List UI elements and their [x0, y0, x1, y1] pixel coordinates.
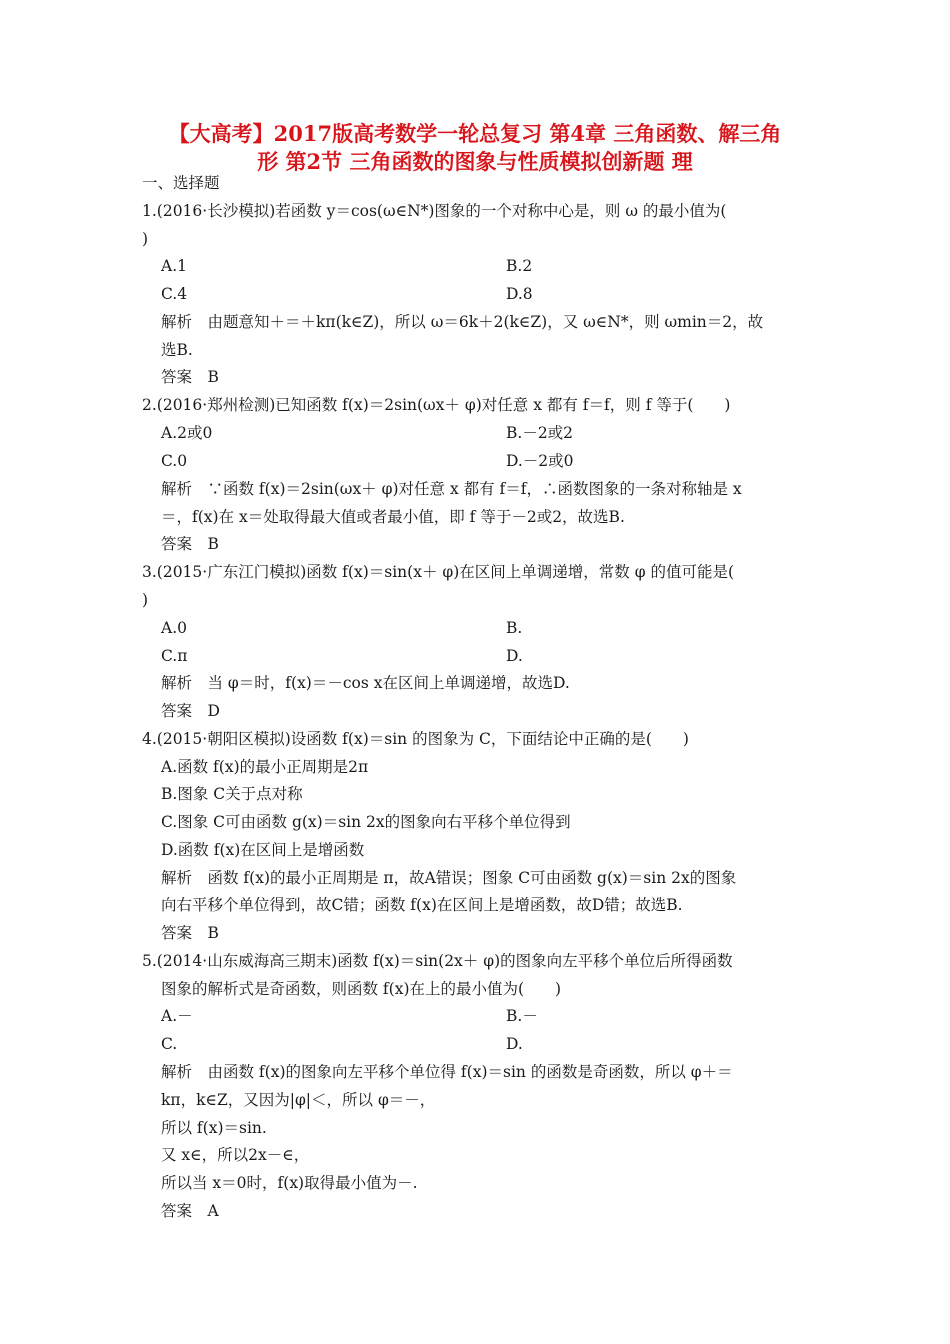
q4-option-c: C.图象 C可由函数 g(x)＝sin 2x的图象向右平移个单位得到 — [161, 813, 571, 831]
q4-stem-line-1: 4.(2015·朝阳区模拟)设函数 f(x)＝sin 的图象为 C，下面结论中正确的是( ) — [142, 730, 689, 748]
q2-analysis-line-1: 解析 ∵函数 f(x)＝2sin(ωx＋ φ)对任意 x 都有 f＝f，∴函数图象的一条对称轴是 x — [161, 480, 742, 498]
q5-option-a: A.－ — [161, 1007, 193, 1025]
q5-analysis-line-2: kπ，k∈Z，又因为|φ|＜，所以 φ＝－， — [161, 1091, 436, 1109]
q2-option-c: C.0 — [161, 452, 188, 470]
q5-analysis-line-3: 所以 f(x)＝sin. — [161, 1119, 267, 1137]
q4-option-b: B.图象 C关于点对称 — [161, 785, 303, 803]
q1-option-b: B.2 — [506, 257, 533, 275]
q5-stem-line-1: 5.(2014·山东威海高三期末)函数 f(x)＝sin(2x＋ φ)的图象向左平移个单位后所得函数 — [142, 952, 733, 970]
q5-option-b: B.－ — [506, 1007, 538, 1025]
q1-stem-line-2: ) — [142, 230, 149, 248]
q4-analysis-line-1: 解析 函数 f(x)的最小正周期是 π，故A错误；图象 C可由函数 g(x)＝sin 2x的图象 — [161, 869, 737, 887]
q1-option-d: D.8 — [506, 285, 533, 303]
q5-analysis-line-4: 又 x∈，所以2x－∈， — [161, 1146, 310, 1164]
q4-answer: 答案 B — [161, 924, 219, 942]
q5-analysis-line-5: 所以当 x＝0时，f(x)取得最小值为－. — [161, 1174, 418, 1192]
q3-option-a: A.0 — [161, 619, 187, 637]
document-title-line-1: 【大高考】2017版高考数学一轮总复习 第4章 三角函数、解三角 — [168, 121, 782, 146]
q4-option-d: D.函数 f(x)在区间上是增函数 — [161, 841, 365, 859]
q3-option-b: B. — [506, 619, 523, 637]
q3-stem-line-2: ) — [142, 591, 149, 609]
q5-answer: 答案 A — [161, 1202, 219, 1220]
q2-option-a: A.2或0 — [161, 424, 213, 442]
q1-stem-line-1: 1.(2016·长沙模拟)若函数 y＝cos(ω∈N*)图象的一个对称中心是，则 ω 的最小值为( — [142, 202, 727, 220]
q5-option-c: C. — [161, 1035, 178, 1053]
q3-option-c: C.π — [161, 647, 188, 665]
q5-stem-line-2: 图象的解析式是奇函数，则函数 f(x)在上的最小值为( ) — [161, 980, 562, 998]
q2-stem-line-1: 2.(2016·郑州检测)已知函数 f(x)＝2sin(ωx＋ φ)对任意 x 都有 f＝f，则 f 等于( ) — [142, 396, 731, 414]
section-heading: 一、选择题 — [142, 174, 220, 192]
q3-analysis-line-1: 解析 当 φ＝时，f(x)＝－cos x在区间上单调递增，故选D. — [161, 674, 570, 692]
document-title-line-2: 形 第2节 三角函数的图象与性质模拟创新题 理 — [257, 149, 693, 174]
q5-analysis-line-1: 解析 由函数 f(x)的图象向左平移个单位得 f(x)＝sin 的函数是奇函数，所以 φ＋＝ — [161, 1063, 733, 1081]
q4-analysis-line-2: 向右平移个单位得到，故C错；函数 f(x)在区间上是增函数，故D错；故选B. — [161, 896, 683, 914]
q1-option-a: A.1 — [161, 257, 187, 275]
q3-option-d: D. — [506, 647, 523, 665]
q1-analysis-line-1: 解析 由题意知＋＝＋kπ(k∈Z)，所以 ω＝6k＋2(k∈Z)，又 ω∈N*，则 ωmin＝2，故 — [161, 313, 764, 331]
q2-option-b: B.－2或2 — [506, 424, 574, 442]
q4-option-a: A.函数 f(x)的最小正周期是2π — [161, 758, 369, 776]
q2-answer: 答案 B — [161, 535, 219, 553]
q1-answer: 答案 B — [161, 368, 219, 386]
q2-analysis-line-2: ＝，f(x)在 x＝处取得最大值或者最小值，即 f 等于－2或2，故选B. — [161, 508, 625, 526]
q5-option-d: D. — [506, 1035, 523, 1053]
q3-answer: 答案 D — [161, 702, 220, 720]
q3-stem-line-1: 3.(2015·广东江门模拟)函数 f(x)＝sin(x＋ φ)在区间上单调递增，常数 φ 的值可能是( — [142, 563, 735, 581]
q1-option-c: C.4 — [161, 285, 188, 303]
q2-option-d: D.－2或0 — [506, 452, 574, 470]
q1-analysis-line-2: 选B. — [161, 341, 193, 359]
